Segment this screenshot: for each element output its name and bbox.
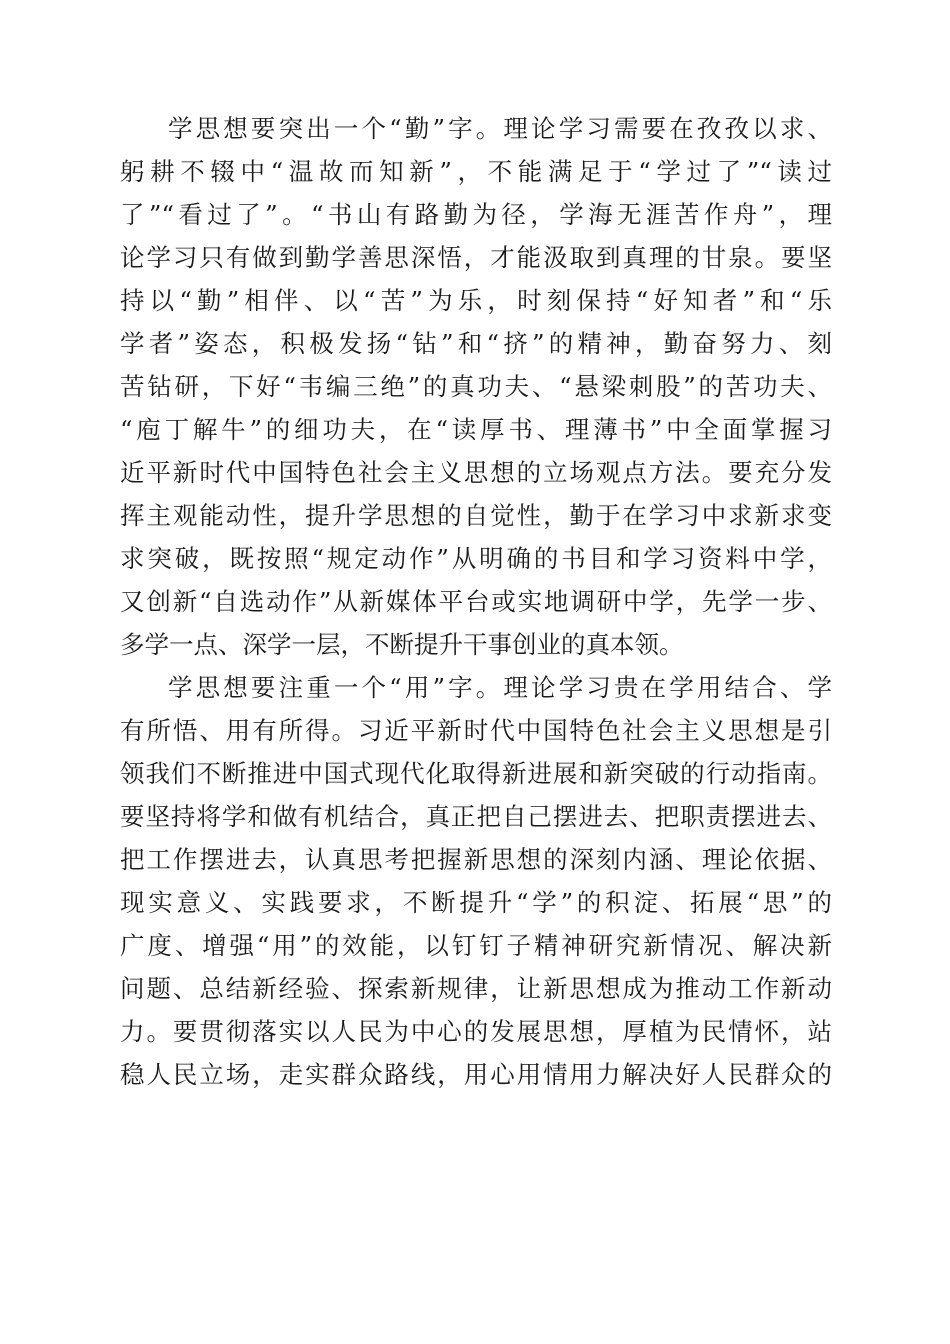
text-line: 挥主观能动性，提升学思想的自觉性，勤于在学习中求新求变 (120, 501, 832, 530)
text-line: 了”“看过了”。“书山有路勤为径，学海无涯苦作舟”，理 (120, 200, 832, 229)
body-text (120, 107, 832, 1096)
text-line: 广度、增强“用”的效能，以钉钉子精神研究新情况、解决新 (120, 931, 832, 960)
text-line: 近平新时代中国特色社会主义思想的立场观点方法。要充分发 (120, 458, 832, 487)
text-line: 多学一点、深学一层，不断提升干事创业的真本领。 (120, 630, 684, 659)
paragraph-application (120, 666, 832, 1096)
text-line: 稳人民立场，走实群众路线，用心用情用力解决好人民群众的 (120, 1060, 832, 1089)
text-line: 躬耕不辍中“温故而知新”，不能满足于“学过了”“读过 (120, 157, 832, 186)
text-line: 求突破，既按照“规定动作”从明确的书目和学习资料中学， (120, 544, 832, 573)
text-line: 把工作摆进去，认真思考把握新思想的深刻内涵、理论依据、 (120, 845, 832, 874)
text-line: 现实意义、实践要求，不断提升“学”的积淀、拓展“思”的 (120, 888, 832, 917)
text-line: 学思想要突出一个“勤”字。理论学习需要在孜孜以求、 (168, 114, 832, 143)
text-line: 又创新“自选动作”从新媒体平台或实地调研中学，先学一步、 (120, 587, 832, 616)
text-line: 领我们不断推进中国式现代化取得新进展和新突破的行动指南。 (120, 759, 832, 788)
paragraph-diligence (120, 107, 832, 666)
text-line: 持以“勤”相伴、以“苦”为乐，时刻保持“好知者”和“乐 (120, 286, 832, 315)
text-line: 学者”姿态，积极发扬“钻”和“挤”的精神，勤奋努力、刻 (120, 329, 832, 358)
text-line: 力。要贯彻落实以人民为中心的发展思想，厚植为民情怀，站 (120, 1017, 832, 1046)
text-line: 学思想要注重一个“用”字。理论学习贵在学用结合、学 (168, 673, 832, 702)
text-line: 有所悟、用有所得。习近平新时代中国特色社会主义思想是引 (120, 716, 832, 745)
text-line: 要坚持将学和做有机结合，真正把自己摆进去、把职责摆进去、 (120, 802, 832, 831)
text-line: 苦钻研，下好“韦编三绝”的真功夫、“悬梁刺股”的苦功夫、 (120, 372, 832, 401)
text-line: 论学习只有做到勤学善思深悟，才能汲取到真理的甘泉。要坚 (120, 243, 832, 272)
text-line: “庖丁解牛”的细功夫，在“读厚书、理薄书”中全面掌握习 (120, 415, 832, 444)
text-line: 问题、总结新经验、探索新规律，让新思想成为推动工作新动 (120, 974, 832, 1003)
